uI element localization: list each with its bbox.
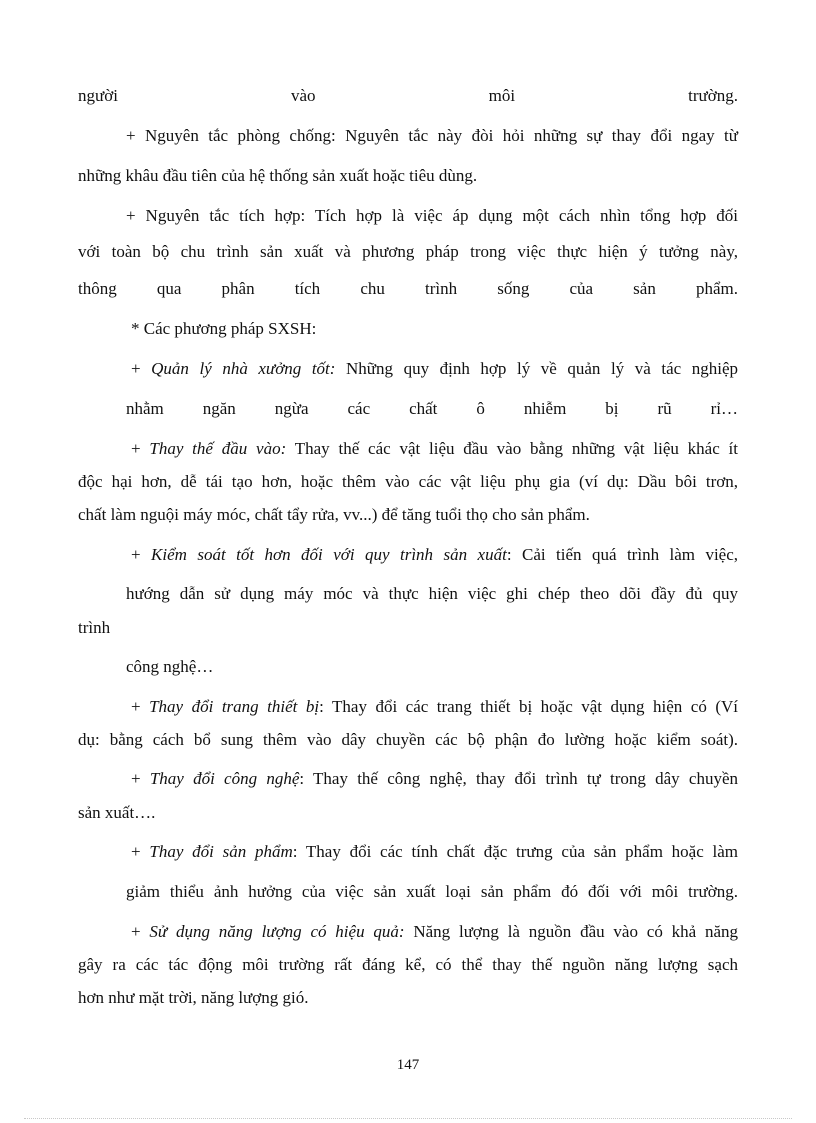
text-line: + Nguyên tắc tích hợp: Tích hợp là việc áp dụng một cách nhìn tổng hợp đối xyxy=(126,206,738,225)
section-heading: * Các phương pháp SXSH: xyxy=(131,319,317,338)
text-line: độc hại hơn, dễ tái tạo hơn, hoặc thêm vào các vật liệu phụ gia (ví dụ: Dầu bôi trơn, xyxy=(78,472,738,491)
text-line: chất làm nguội máy móc, chất tẩy rửa, vv...) để tăng tuổi thọ cho sản phẩm. xyxy=(78,505,590,524)
italic-term: Quản lý nhà xưởng tốt: xyxy=(151,359,336,378)
text-line: + Nguyên tắc phòng chống: Nguyên tắc này đòi hỏi những sự thay đổi ngay từ xyxy=(126,126,738,145)
text-line: sản xuất…. xyxy=(78,803,156,822)
italic-term: Thay đổi sản phẩm xyxy=(149,842,293,861)
text-line: + Sử dụng năng lượng có hiệu quả: Năng lượng là nguồn đầu vào có khả năng xyxy=(131,922,739,941)
italic-term: Thay thế đầu vào: xyxy=(149,439,287,458)
text-line: hướng dẫn sử dụng máy móc và thực hiện việc ghi chép theo dõi đầy đủ quy xyxy=(126,584,738,603)
text-line: với toàn bộ chu trình sản xuất và phương pháp trong việc thực hiện ý tưởng này, xyxy=(78,242,738,261)
italic-term: Kiểm soát tốt hơn đối với quy trình sản xuất xyxy=(151,545,507,564)
text-line: dụ: bằng cách bổ sung thêm vào dây chuyền các bộ phận đo lường hoặc kiểm soát). xyxy=(78,730,738,749)
text-line: hơn như mặt trời, năng lượng gió. xyxy=(78,988,309,1007)
text-line: công nghệ… xyxy=(126,657,214,676)
text-line: những khâu đầu tiên của hệ thống sản xuất hoặc tiêu dùng. xyxy=(78,166,478,185)
text-line: + Thay đổi sản phẩm: Thay đổi các tính chất đặc trưng của sản phẩm hoặc làm xyxy=(131,842,739,861)
page-edge-divider xyxy=(24,1118,792,1119)
italic-term: Thay đổi trang thiết bị xyxy=(149,697,320,716)
page-number: 147 xyxy=(396,1057,420,1073)
text-line: trình xyxy=(78,618,111,637)
text-line: thông qua phân tích chu trình sống của sản phẩm. xyxy=(78,279,738,298)
text-line: + Thay đổi công nghệ: Thay thế công nghệ, thay đổi trình tự trong dây chuyền xyxy=(131,769,738,788)
text-line: gây ra các tác động môi trường rất đáng kể, có thể thay thế nguồn năng lượng sạch xyxy=(78,955,738,974)
text-line: người vào môi trường. xyxy=(78,86,738,105)
text-line: + Kiểm soát tốt hơn đối với quy trình sản xuất: Cải tiến quá trình làm việc, xyxy=(131,545,739,564)
italic-term: Thay đổi công nghệ xyxy=(149,769,300,788)
text-line: giảm thiểu ảnh hưởng của việc sản xuất loại sản phẩm đó đối với môi trường. xyxy=(126,882,738,901)
text-line: + Quản lý nhà xưởng tốt: Những quy định hợp lý về quản lý và tác nghiệp xyxy=(131,359,738,378)
text-line: + Thay đổi trang thiết bị: Thay đổi các trang thiết bị hoặc vật dụng hiện có (Ví xyxy=(131,697,738,716)
italic-term: Sử dụng năng lượng có hiệu quả: xyxy=(149,922,405,941)
text-line: + Thay thế đầu vào: Thay thế các vật liệu đầu vào bằng những vật liệu khác ít xyxy=(131,439,738,458)
text-line: nhằm ngăn ngừa các chất ô nhiễm bị rũ rỉ… xyxy=(126,399,738,418)
